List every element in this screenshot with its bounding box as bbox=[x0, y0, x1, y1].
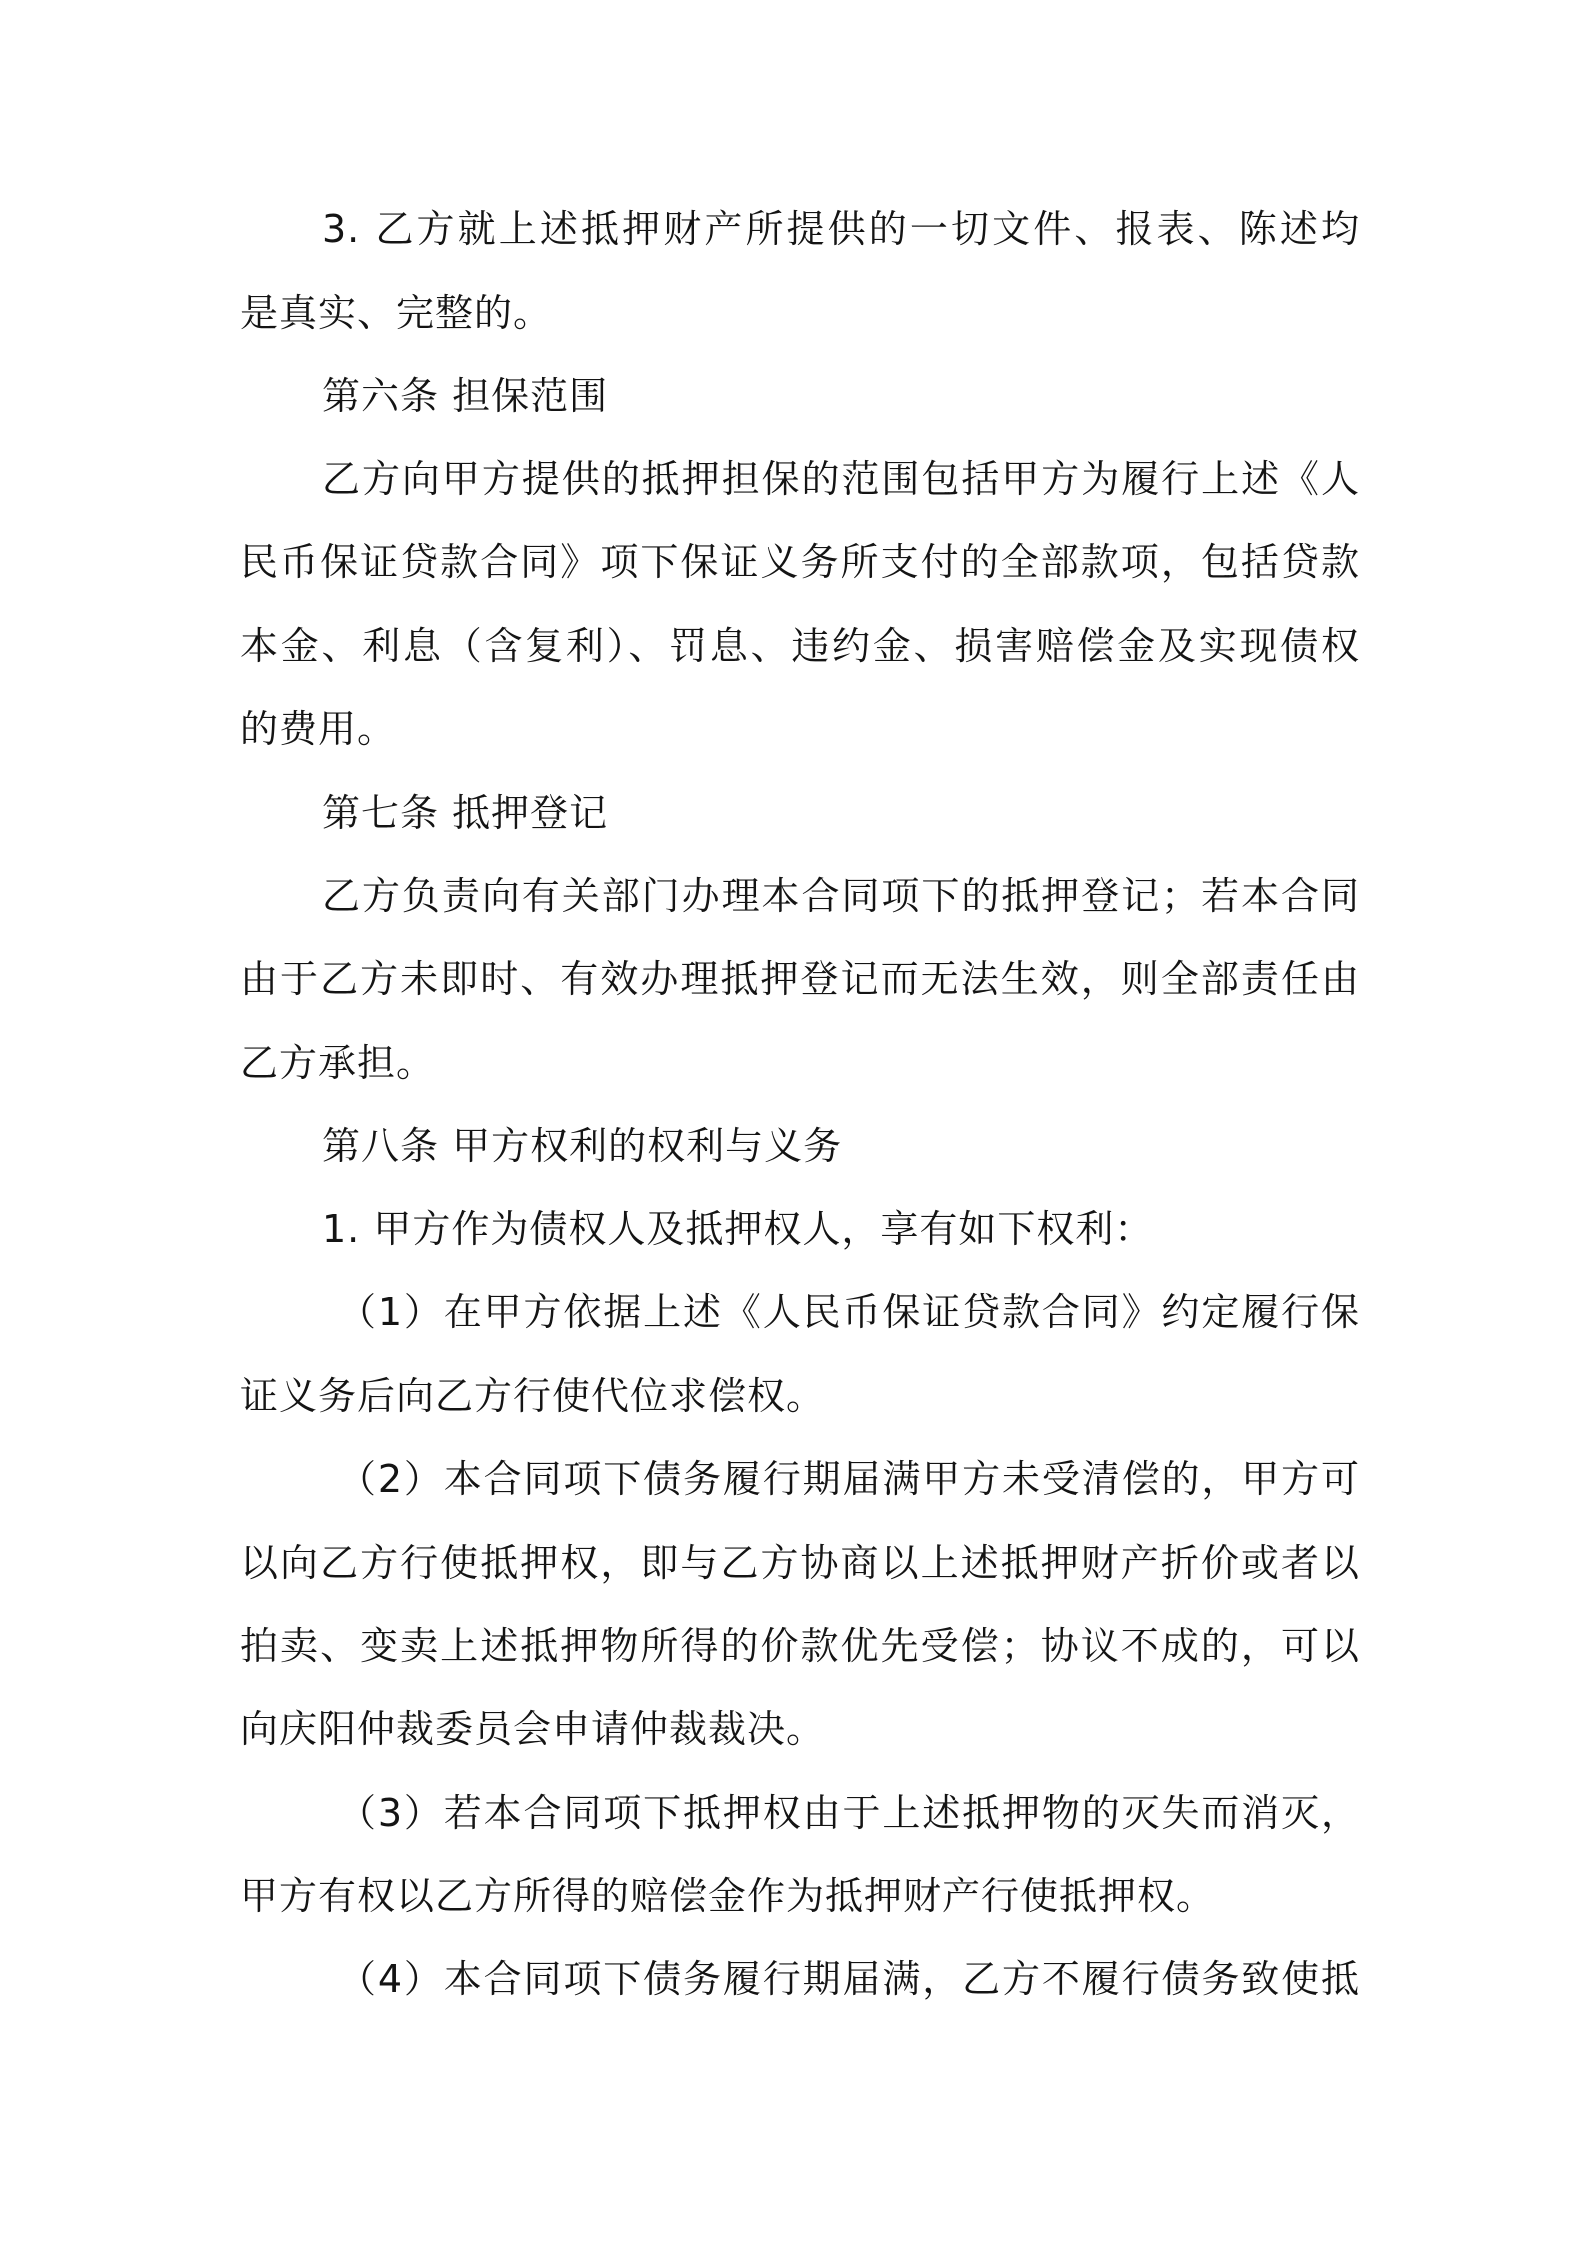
article-7-para-line-2: 由于乙方未即时、有效办理抵押登记而无法生效，则全部责任由 bbox=[240, 957, 1360, 1001]
article-8-subitem-1-line-1: （1）在甲方依据上述《人民币保证贷款合同》约定履行保 bbox=[338, 1290, 1360, 1334]
article-7-heading: 第七条 抵押登记 bbox=[322, 791, 609, 835]
article-8-subitem-1-line-2: 证义务后向乙方行使代位求偿权。 bbox=[240, 1374, 826, 1418]
article-8-subitem-2-line-2: 以向乙方行使抵押权，即与乙方协商以上述抵押财产折价或者以 bbox=[240, 1541, 1360, 1585]
article-6-heading: 第六条 担保范围 bbox=[322, 374, 609, 418]
article-7-para-line-3: 乙方承担。 bbox=[240, 1041, 436, 1085]
clause-5-item-3-line-1: 3. 乙方就上述抵押财产所提供的一切文件、报表、陈述均 bbox=[322, 207, 1360, 251]
article-6-para-line-2: 民币保证贷款合同》项下保证义务所支付的全部款项，包括贷款 bbox=[240, 540, 1360, 584]
article-7-para-line-1: 乙方负责向有关部门办理本合同项下的抵押登记；若本合同 bbox=[322, 874, 1360, 918]
article-6-para-line-1: 乙方向甲方提供的抵押担保的范围包括甲方为履行上述《人 bbox=[322, 457, 1360, 501]
article-6-para-line-4: 的费用。 bbox=[240, 707, 397, 751]
article-8-subitem-3-line-2: 甲方有权以乙方所得的赔偿金作为抵押财产行使抵押权。 bbox=[240, 1874, 1216, 1918]
article-8-subitem-2-line-3: 拍卖、变卖上述抵押物所得的价款优先受偿；协议不成的，可以 bbox=[240, 1624, 1360, 1668]
article-8-heading: 第八条 甲方权利的权利与义务 bbox=[322, 1124, 843, 1168]
article-8-subitem-2-line-4: 向庆阳仲裁委员会申请仲裁裁决。 bbox=[240, 1707, 826, 1751]
article-8-item-1: 1. 甲方作为债权人及抵押权人，享有如下权利： bbox=[322, 1207, 1154, 1251]
article-8-subitem-3-line-1: （3）若本合同项下抵押权由于上述抵押物的灭失而消灭， bbox=[338, 1791, 1360, 1835]
article-8-subitem-2-line-1: （2）本合同项下债务履行期届满甲方未受清偿的，甲方可 bbox=[338, 1457, 1360, 1501]
clause-5-item-3-line-2: 是真实、完整的。 bbox=[240, 291, 553, 335]
article-8-subitem-4-line-1: （4）本合同项下债务履行期届满，乙方不履行债务致使抵 bbox=[338, 1957, 1360, 2001]
article-6-para-line-3: 本金、利息（含复利）、罚息、违约金、损害赔偿金及实现债权 bbox=[240, 624, 1360, 668]
